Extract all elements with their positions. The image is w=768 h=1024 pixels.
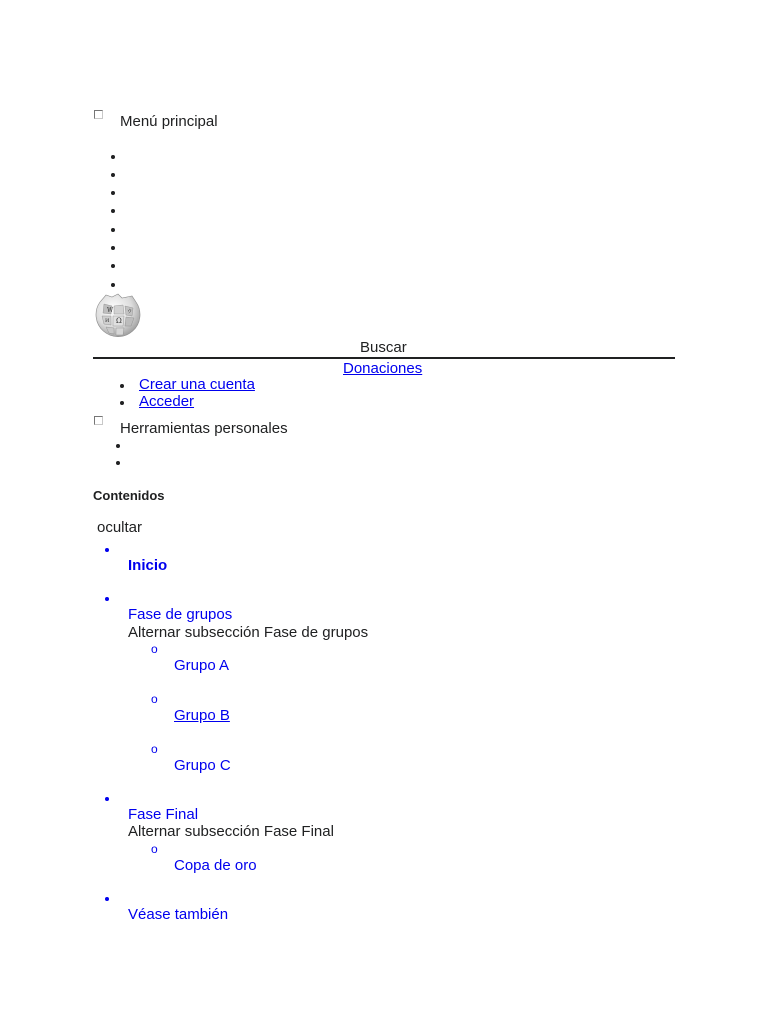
user-links-bullet: [120, 401, 124, 405]
svg-text:Ω: Ω: [116, 317, 122, 325]
toc-item-grupo-a[interactable]: Grupo A: [174, 657, 230, 674]
svg-text:И: И: [105, 318, 110, 324]
main-menu-bullet: [111, 191, 115, 195]
toc-bullet: [105, 597, 109, 601]
toc-item-fase-de-grupos[interactable]: Fase de grupos: [128, 606, 233, 623]
main-menu-bullet: [111, 228, 115, 232]
toc-bullet: [105, 797, 109, 801]
main-menu-bullet: [111, 155, 115, 159]
login-link[interactable]: Acceder: [139, 393, 195, 410]
toc-bullet: [105, 548, 109, 552]
toc-bullet: [105, 897, 109, 901]
toc-sub-bullet: o: [151, 692, 158, 706]
toc-item-grupo-c[interactable]: Grupo C: [174, 757, 231, 774]
personal-tools-label[interactable]: Herramientas personales: [120, 420, 288, 437]
toc-toggle-fase-de-grupos[interactable]: Alternar subsección Fase de grupos: [128, 624, 369, 641]
toc-item-copa-de-oro[interactable]: Copa de oro: [174, 857, 257, 874]
toc-toggle-fase-final[interactable]: Alternar subsección Fase Final: [128, 823, 334, 840]
main-menu-bullet: [111, 209, 115, 213]
toc-item-fase-final[interactable]: Fase Final: [128, 806, 199, 823]
personal-tools-checkbox[interactable]: [94, 416, 103, 425]
main-menu-bullet: [111, 173, 115, 177]
wikipedia-globe-logo[interactable]: [92, 292, 142, 340]
main-menu-bullet: [111, 264, 115, 268]
main-menu-checkbox[interactable]: [94, 110, 103, 119]
search-label[interactable]: Buscar: [360, 339, 407, 356]
personal-tools-bullet: [116, 444, 120, 448]
toc-sub-bullet: o: [151, 742, 158, 756]
toc-title: Contenidos: [93, 488, 165, 503]
toc-item-vease-tambien[interactable]: Véase también: [128, 906, 229, 923]
svg-text:W: W: [107, 307, 114, 314]
main-menu-label[interactable]: Menú principal: [120, 113, 218, 130]
create-account-link[interactable]: Crear una cuenta: [139, 376, 255, 393]
user-links-bullet: [120, 384, 124, 388]
personal-tools-bullet: [116, 461, 120, 465]
toc-item-grupo-b[interactable]: Grupo B: [174, 707, 230, 724]
donate-link[interactable]: Donaciones: [343, 360, 423, 377]
header-divider: [93, 357, 675, 359]
svg-text:ウ: ウ: [127, 309, 133, 315]
toc-hide-button[interactable]: ocultar: [97, 519, 143, 536]
toc-sub-bullet: o: [151, 642, 158, 656]
main-menu-bullet: [111, 246, 115, 250]
main-menu-bullet: [111, 283, 115, 287]
toc-sub-bullet: o: [151, 842, 158, 856]
toc-item-inicio[interactable]: Inicio: [128, 557, 168, 574]
